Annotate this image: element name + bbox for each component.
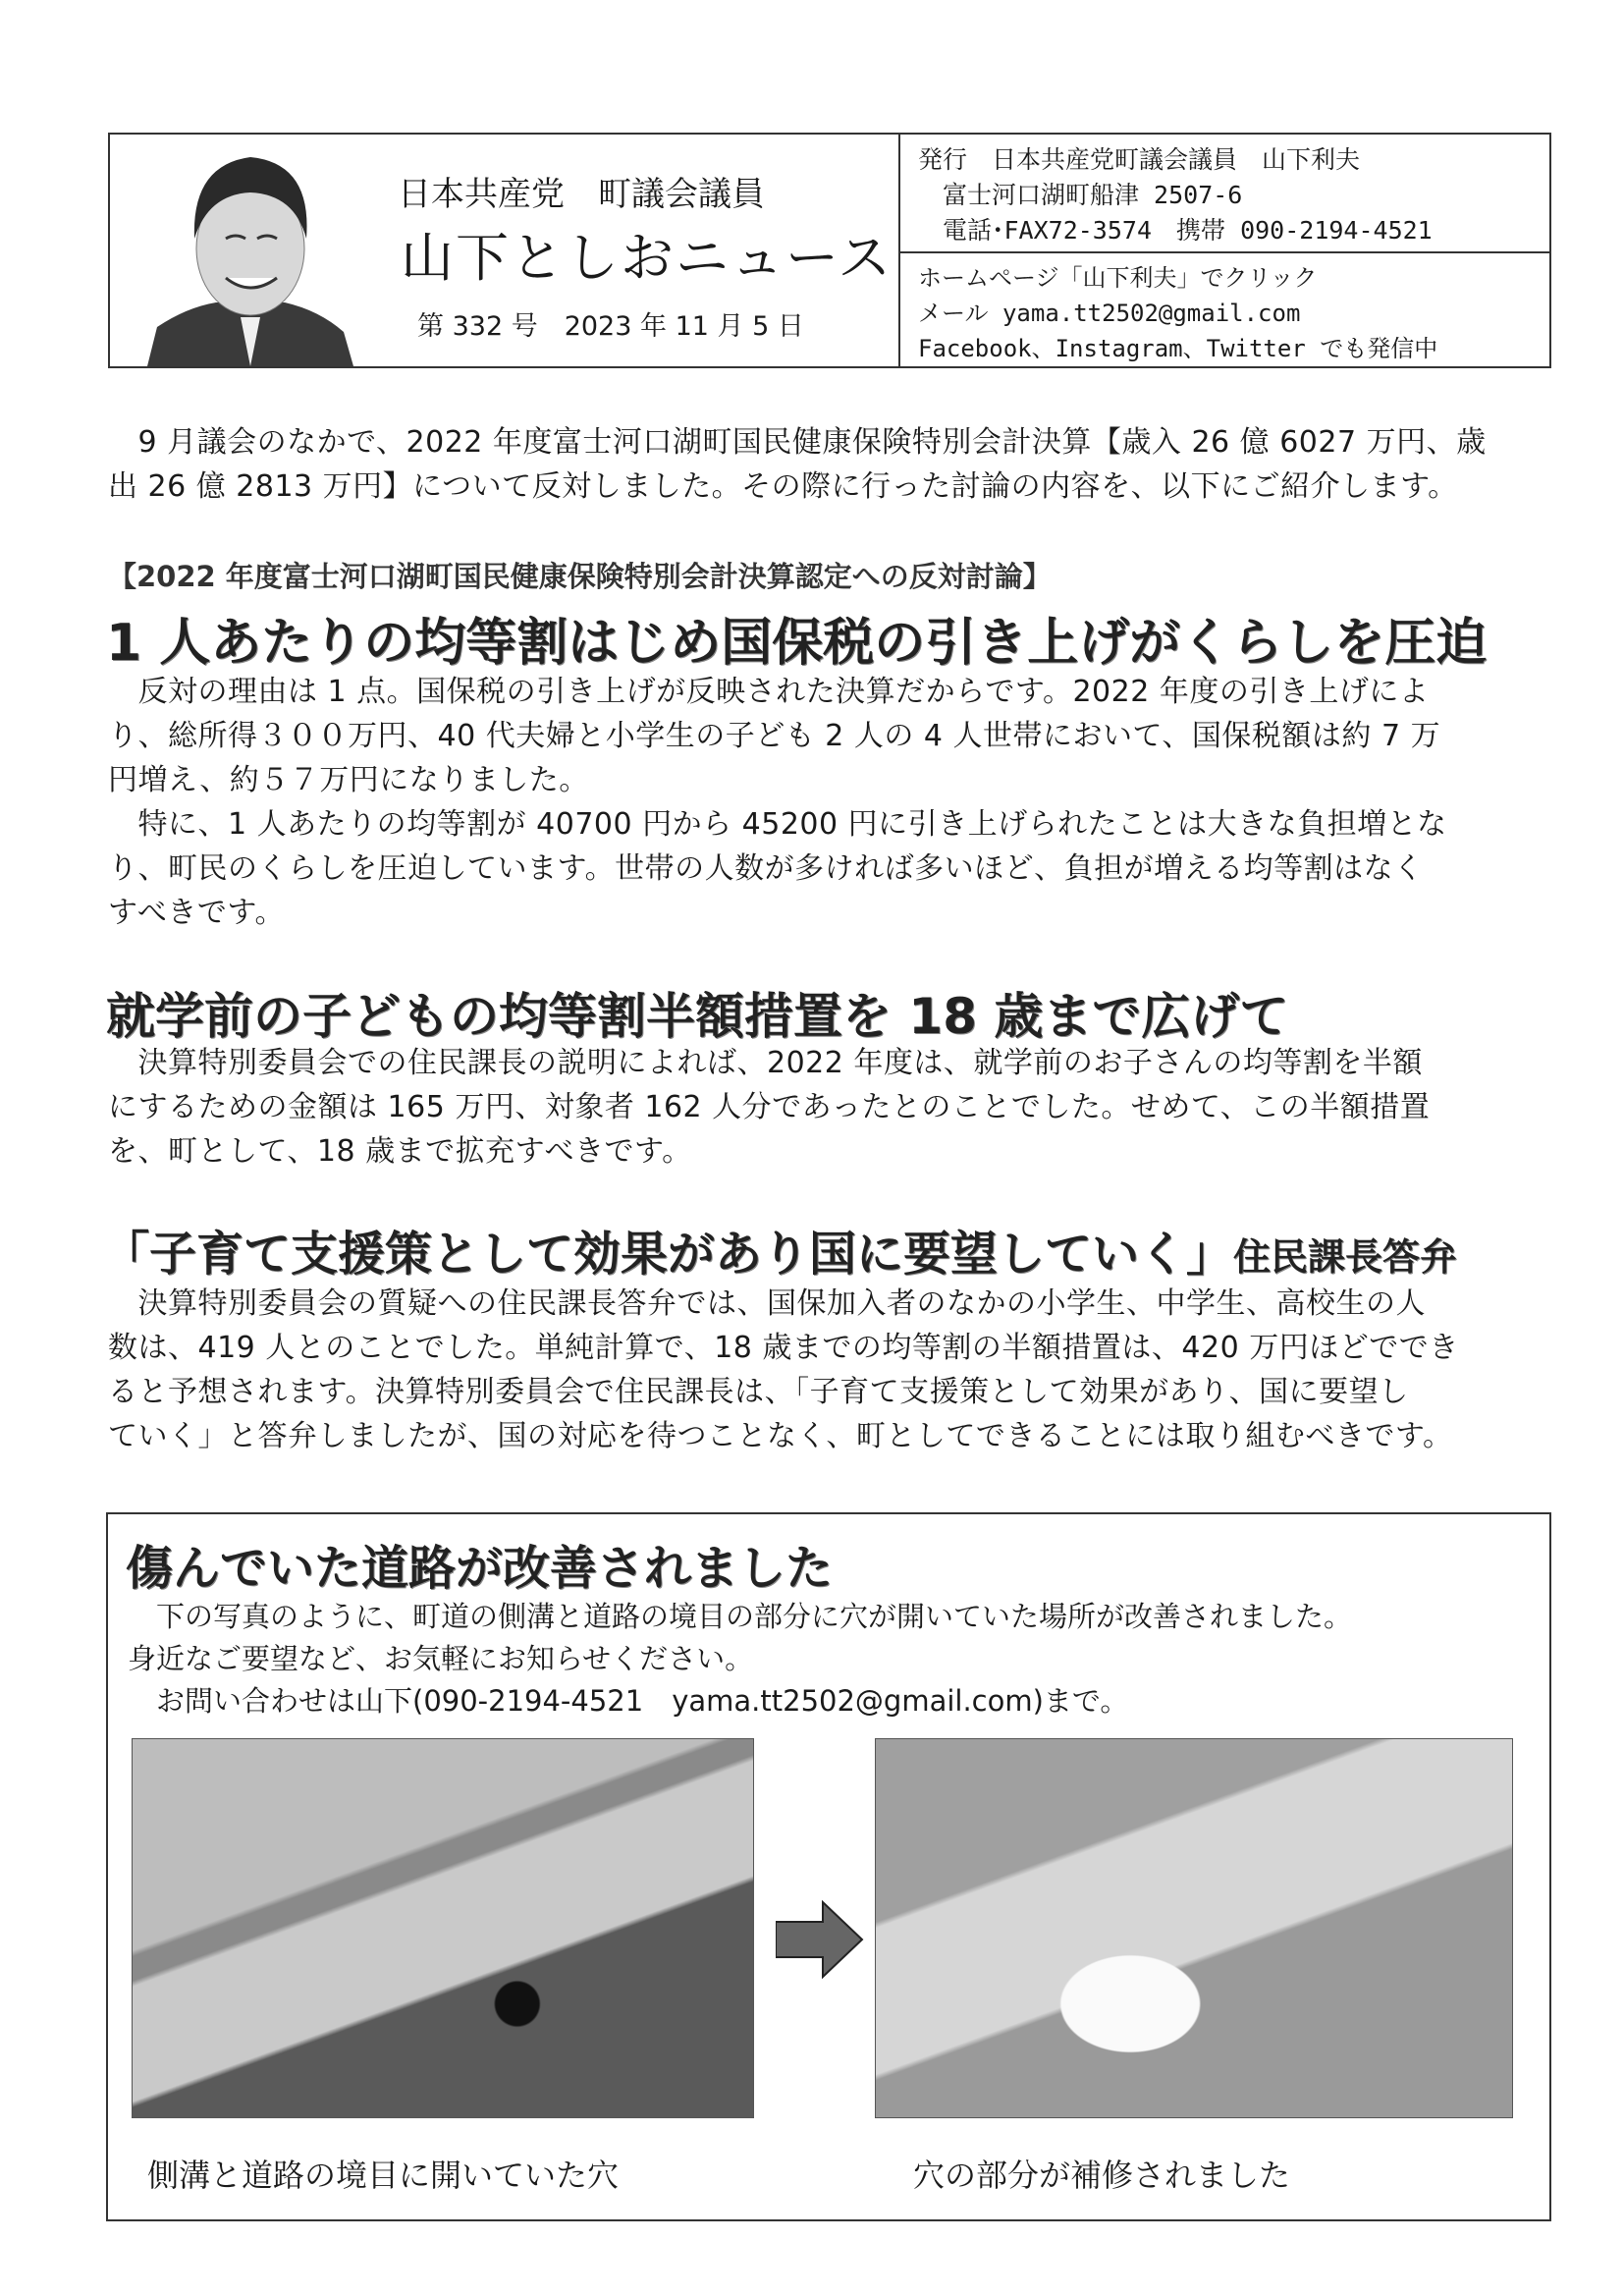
contact-info [918,260,1437,366]
text-line: 反対の理由は 1 点。国保税の引き上げが反映された決算だからです。2022 年度の引き上げによ [108,675,1430,709]
text-line: 特に、1 人あたりの均等割が 40700 円から 45200 円に引き上げられたことは大きな負担増とな [108,807,1447,842]
text-line: り、町民のくらしを圧迫しています。世帯の人数が多ければ多いほど、負担が増える均等割はなく [108,851,1424,886]
text-line: すべきです。 [108,896,285,930]
masthead-divider [898,251,1551,253]
photo-before-repair [132,1738,754,2118]
masthead-divider [898,133,900,368]
text-line: 出 26 億 2813 万円】について反対しました。その際に行った討論の内容を、以下にご紹介します。 [108,469,1458,504]
text-line: にするための金額は 165 万円、対象者 162 人分であったとのことでした。せめて、この半額措置 [108,1090,1431,1124]
arrow-right-icon [776,1900,864,1979]
caption-before: 側溝と道路の境目に開いていた穴 [147,2157,620,2194]
address-line: 富士河口湖町船津 2507-6 [918,181,1243,209]
section-label: 【2022 年度富士河口湖町国民健康保険特別会計決算認定への反対討論】 [108,560,1052,593]
text-line: 決算特別委員会の質疑への住民課長答弁では、国保加入者のなかの小学生、中学生、高校生の人 [108,1286,1426,1321]
email-line: メール yama.tt2502@gmail.com [918,300,1301,327]
paragraph-equal-share [108,670,1447,935]
text-line: 数は、419 人とのことでした。単純計算で、18 歳までの均等割の半額措置は、420 万円ほどででき [108,1331,1459,1365]
text-line: お問い合わせは山下(090-2194-4521 yama.tt2502@gmail.com)まで。 [128,1684,1129,1718]
heading-preschool: 就学前の子どもの均等割半額措置を 18 歳まで広げて [106,988,1289,1045]
text-line: 身近なご要望など、お気軽にお知らせください。 [128,1642,754,1675]
text-line: り、総所得３００万円、40 代夫婦と小学生の子ども 2 人の 4 人世帯において、国保税額は約 7 万 [108,719,1441,753]
paragraph-road-repair [128,1596,1352,1722]
party-affiliation: 日本共産党 町議会議員 [398,175,765,214]
heading-equal-share: 1 人あたりの均等割はじめ国保税の引き上げがくらしを圧迫 [106,614,1488,673]
paragraph-childcare-support [108,1282,1459,1458]
heading-suffix: 住民課長答弁 [1233,1235,1458,1279]
text-line: 9 月議会のなかで、2022 年度富士河口湖町国民健康保険特別会計決算【歳入 26 億 6027 万円、歳 [108,425,1487,460]
phone-line: 電話･FAX72-3574 携帯 090-2194-4521 [918,216,1433,245]
heading-road-repair: 傷んでいた道路が改善されました [126,1541,834,1596]
intro-paragraph [108,420,1487,509]
author-portrait [147,145,353,366]
text-line: 下の写真のように、町道の側溝と道路の境目の部分に穴が開いていた場所が改善されました。 [128,1600,1353,1633]
paragraph-preschool [108,1041,1430,1174]
photo-after-repair [875,1738,1513,2118]
newsletter-title: 山下としおニュース [401,227,893,289]
text-line: ていく」と答弁しましたが、国の対応を待つことなく、町としてできることには取り組むべきです。 [108,1419,1453,1453]
sns-line: Facebook、Instagram、Twitter でも発信中 [918,335,1438,362]
text-line: ると予想されます。決算特別委員会で住民課長は、「子育て支援策として効果があり、国に要望し [108,1375,1409,1409]
text-line: 決算特別委員会での住民課長の説明によれば、2022 年度は、就学前のお子さんの均等割を半額 [108,1046,1423,1080]
heading-quote: 「子育て支援策として効果があり国に要望していく」 [102,1227,1234,1282]
text-line: を、町として、18 歳まで拡充すべきです。 [108,1134,692,1169]
publisher-info [918,142,1433,248]
publisher-line: 発行 日本共産党町議会議員 山下利夫 [918,145,1361,174]
text-line: 円増え、約５７万円になりました。 [108,763,589,797]
caption-after: 穴の部分が補修されました [913,2157,1291,2194]
heading-childcare-support [102,1216,1457,1284]
homepage-line: ホームページ「山下利夫」でクリック [918,264,1318,292]
issue-date: 第 332 号 2023 年 11 月 5 日 [417,311,804,342]
